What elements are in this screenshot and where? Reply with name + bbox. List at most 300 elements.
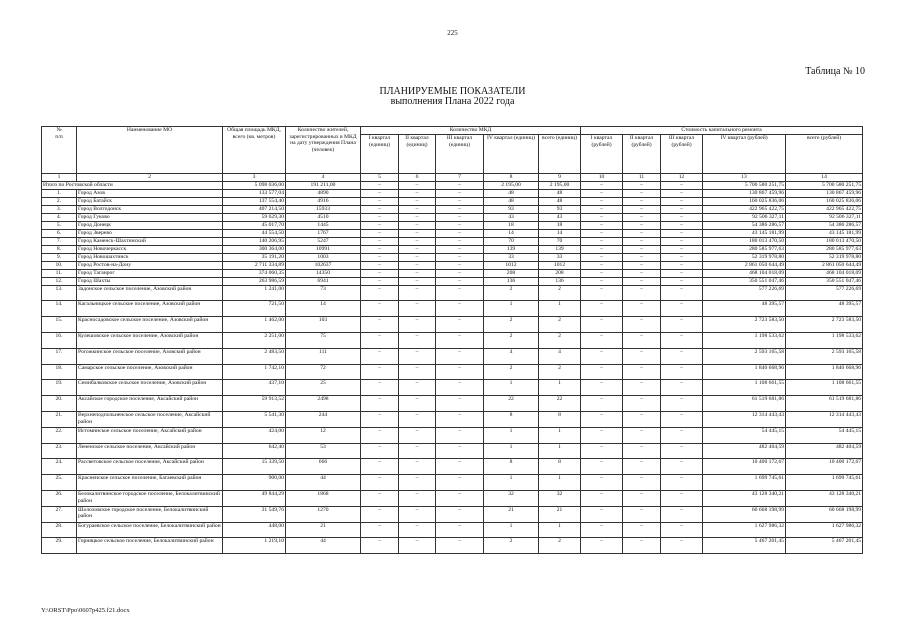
row-num: 1. [42, 189, 77, 197]
count-q1-cell: – [361, 538, 399, 554]
cost-q4-cell: 482 404,59 [703, 443, 786, 459]
count-q2-cell: – [399, 197, 436, 205]
cost-q3-cell: – [661, 411, 703, 427]
municipality-name: Задонское сельское поселение, Азовский район [77, 285, 223, 301]
count-total-cell: 4 [539, 348, 581, 364]
count-q4-cell: 21 [484, 506, 539, 522]
cost-q1-cell: – [581, 396, 623, 412]
municipality-name: Кагальницкое сельское поселение, Азовский район [77, 301, 223, 317]
table-row [42, 221, 863, 229]
count-q3-cell: – [436, 237, 484, 245]
cost-q1-cell: – [581, 253, 623, 261]
table-row [42, 205, 863, 213]
cost-total-cell: 5 467 201,45 [786, 538, 863, 554]
residents-cell: 2498 [286, 396, 361, 412]
count-q3-cell: – [436, 427, 484, 443]
count-q4-cell: 4 [484, 348, 539, 364]
count-total-cell: 48 [539, 197, 581, 205]
cost-total-cell: 60 668 198,99 [786, 506, 863, 522]
count-q4-cell: 2 [484, 285, 539, 301]
table-row [42, 459, 863, 475]
cost-q4-cell: 43 145 181,99 [703, 229, 786, 237]
count-q4-cell: 1 [484, 475, 539, 491]
cost-q2-cell: – [623, 245, 661, 253]
cost-q1-cell: – [581, 317, 623, 333]
table-row [42, 396, 863, 412]
cost-q2-cell: – [623, 427, 661, 443]
count-q2-cell: – [399, 332, 436, 348]
cost-q1-cell: – [581, 459, 623, 475]
municipality-name: Город Батайск [77, 197, 223, 205]
count-q1-cell: – [361, 245, 399, 253]
area-cell: 1 219,10 [223, 538, 286, 554]
cost-q3-cell: – [661, 348, 703, 364]
total-count-q4: 2 195,00 [484, 181, 539, 189]
area-cell: 424,00 [223, 427, 286, 443]
cost-q4-cell: 280 585 977,63 [703, 245, 786, 253]
cost-q4-cell: 160 025 836,06 [703, 197, 786, 205]
count-q4-cell: 33 [484, 253, 539, 261]
count-q2-cell: – [399, 229, 436, 237]
cost-q4-cell: 52 319 978,80 [703, 253, 786, 261]
area-cell: 49 844,29 [223, 490, 286, 506]
cost-q1-cell: – [581, 197, 623, 205]
count-q4-cell: 22 [484, 396, 539, 412]
count-q3-cell: – [436, 277, 484, 285]
row-num: 21. [42, 411, 77, 427]
count-total-cell: 32 [539, 490, 581, 506]
cost-total-cell: 130 867 459,96 [786, 189, 863, 197]
residents-cell: 1868 [286, 490, 361, 506]
cost-q3-cell: – [661, 213, 703, 221]
residents-cell: 1445 [286, 221, 361, 229]
cost-q3-cell: – [661, 301, 703, 317]
area-cell: 721,50 [223, 301, 286, 317]
residents-cell: 44 [286, 475, 361, 491]
header-cost-q1: I квартал (рублей) [581, 135, 623, 174]
count-q2-cell: – [399, 253, 436, 261]
cost-q2-cell: – [623, 522, 661, 538]
municipality-name: Город Новошахтинск [77, 253, 223, 261]
header-area: Общая площадь МКД, всего (кв. метров) [223, 127, 286, 174]
cost-q4-cell: 5 467 201,45 [703, 538, 786, 554]
column-number: 12 [661, 174, 703, 182]
count-q2-cell: – [399, 475, 436, 491]
cost-q3-cell: – [661, 197, 703, 205]
cost-total-cell: 422 965 422,75 [786, 205, 863, 213]
cost-q4-cell: 2 593 165,58 [703, 348, 786, 364]
count-q3-cell: – [436, 221, 484, 229]
count-q3-cell: – [436, 411, 484, 427]
document-title [0, 87, 905, 107]
count-q3-cell: – [436, 380, 484, 396]
cost-q3-cell: – [661, 277, 703, 285]
cost-total-cell: 160 025 836,06 [786, 197, 863, 205]
count-q2-cell: – [399, 348, 436, 364]
cost-q4-cell: 54 386 286,57 [703, 221, 786, 229]
table-row [42, 237, 863, 245]
residents-cell: 12 [286, 427, 361, 443]
header-cost-q2: II квартал (рублей) [623, 135, 661, 174]
count-total-cell: 2 [539, 332, 581, 348]
count-total-cell: 136 [539, 277, 581, 285]
cost-total-cell: 350 551 047,46 [786, 277, 863, 285]
cost-total-cell: 1 108 661,55 [786, 380, 863, 396]
count-q2-cell: – [399, 285, 436, 301]
count-total-cell: 1012 [539, 261, 581, 269]
area-cell: 133 577,04 [223, 189, 286, 197]
cost-total-cell: 2 723 583,50 [786, 317, 863, 333]
column-number: 5 [361, 174, 399, 182]
count-total-cell: 14 [539, 229, 581, 237]
row-num: 12. [42, 277, 77, 285]
count-q3-cell: – [436, 475, 484, 491]
count-q1-cell: – [361, 348, 399, 364]
cost-q2-cell: – [623, 364, 661, 380]
count-total-cell: 70 [539, 237, 581, 245]
cost-q2-cell: – [623, 317, 661, 333]
count-q4-cell: 1 [484, 522, 539, 538]
municipality-name: Шолоховское городское поселение, Белокалитвинский район [77, 506, 223, 522]
count-q4-cell: 1012 [484, 261, 539, 269]
municipality-name: Город Новочеркасск [77, 245, 223, 253]
cost-q3-cell: – [661, 269, 703, 277]
count-q1-cell: – [361, 277, 399, 285]
count-q4-cell: 136 [484, 277, 539, 285]
row-num: 13. [42, 285, 77, 301]
cost-q2-cell: – [623, 261, 661, 269]
count-total-cell: 208 [539, 269, 581, 277]
residents-cell: 103 [286, 317, 361, 333]
count-total-cell: 21 [539, 506, 581, 522]
table-row [42, 332, 863, 348]
total-area: 5 098 036,00 [223, 181, 286, 189]
count-q3-cell: – [436, 213, 484, 221]
count-total-cell: 1 [539, 522, 581, 538]
cost-q2-cell: – [623, 301, 661, 317]
count-q3-cell: – [436, 189, 484, 197]
total-row [42, 181, 863, 189]
count-total-cell: 1 [539, 380, 581, 396]
cost-total-cell: 2 861 050 644,49 [786, 261, 863, 269]
row-num: 7. [42, 237, 77, 245]
count-q4-cell: 93 [484, 205, 539, 213]
table-row [42, 213, 863, 221]
cost-q1-cell: – [581, 301, 623, 317]
row-num: 29. [42, 538, 77, 554]
residents-cell: 4916 [286, 197, 361, 205]
cost-q3-cell: – [661, 506, 703, 522]
municipality-name: Горняцкое сельское поселение, Белокалитвинский район [77, 538, 223, 554]
table-row [42, 522, 863, 538]
cost-total-cell: 61 519 681,86 [786, 396, 863, 412]
cost-q4-cell: 577 226,69 [703, 285, 786, 301]
header-residents: Количество жителей, зарегистрированных в МКД на дату утверждения Плана (человек) [286, 127, 361, 174]
total-cost-q4: 5 700 580 251,75 [703, 181, 786, 189]
count-q2-cell: – [399, 538, 436, 554]
count-q1-cell: – [361, 427, 399, 443]
row-num: 15. [42, 317, 77, 333]
cost-q2-cell: – [623, 285, 661, 301]
column-number: 7 [436, 174, 484, 182]
municipality-name: Город Таганрог [77, 269, 223, 277]
column-number: 2 [77, 174, 223, 182]
cost-q3-cell: – [661, 245, 703, 253]
row-num: 25. [42, 475, 77, 491]
cost-q2-cell: – [623, 380, 661, 396]
cost-total-cell: 43 145 181,99 [786, 229, 863, 237]
count-q3-cell: – [436, 522, 484, 538]
cost-total-cell: 2 593 165,58 [786, 348, 863, 364]
table-row [42, 285, 863, 301]
row-num: 18. [42, 364, 77, 380]
residents-cell: 21 [286, 522, 361, 538]
area-cell: 59 913,52 [223, 396, 286, 412]
count-q1-cell: – [361, 189, 399, 197]
table-row [42, 269, 863, 277]
cost-q3-cell: – [661, 490, 703, 506]
cost-total-cell: 280 585 977,63 [786, 245, 863, 253]
count-q1-cell: – [361, 490, 399, 506]
row-num: 26. [42, 490, 77, 506]
cost-q1-cell: – [581, 475, 623, 491]
cost-q4-cell: 2 723 583,50 [703, 317, 786, 333]
header-count-q3: III квартал (единиц) [436, 135, 484, 174]
count-q4-cell: 1 [484, 380, 539, 396]
count-q3-cell: – [436, 538, 484, 554]
area-cell: 15 339,50 [223, 459, 286, 475]
table-row [42, 301, 863, 317]
table-row [42, 348, 863, 364]
count-q2-cell: – [399, 364, 436, 380]
title-line-1: ПЛАНИРУЕМЫЕ ПОКАЗАТЕЛИ [379, 86, 526, 97]
cost-total-cell: 10 400 172,67 [786, 459, 863, 475]
total-cost-q3: – [661, 181, 703, 189]
residents-cell: 4510 [286, 213, 361, 221]
cost-q4-cell: 1 627 986,32 [703, 522, 786, 538]
cost-q3-cell: – [661, 285, 703, 301]
cost-total-cell: 577 226,69 [786, 285, 863, 301]
municipality-name: Красносадовское сельское поселение, Азовский район [77, 317, 223, 333]
count-q3-cell: – [436, 285, 484, 301]
cost-q1-cell: – [581, 538, 623, 554]
count-q1-cell: – [361, 221, 399, 229]
row-num: 28. [42, 522, 77, 538]
count-q4-cell: 8 [484, 459, 539, 475]
header-count-q2: II квартал (единиц) [399, 135, 436, 174]
table-row [42, 475, 863, 491]
cost-q1-cell: – [581, 229, 623, 237]
table-row [42, 380, 863, 396]
cost-q3-cell: – [661, 261, 703, 269]
count-q3-cell: – [436, 332, 484, 348]
municipality-name: Семибалковское сельское поселение, Азовский район [77, 380, 223, 396]
residents-cell: 10991 [286, 245, 361, 253]
residents-cell: 5247 [286, 237, 361, 245]
count-q4-cell: 2 [484, 317, 539, 333]
cost-total-cell: 54 445,15 [786, 427, 863, 443]
residents-cell: 1767 [286, 229, 361, 237]
table-row [42, 261, 863, 269]
count-q1-cell: – [361, 506, 399, 522]
count-total-cell: 8 [539, 411, 581, 427]
cost-q2-cell: – [623, 348, 661, 364]
cost-q1-cell: – [581, 443, 623, 459]
row-num: 19. [42, 380, 77, 396]
cost-q1-cell: – [581, 348, 623, 364]
cost-q2-cell: – [623, 237, 661, 245]
municipality-name: Город Гуково [77, 213, 223, 221]
residents-cell: 53 [286, 443, 361, 459]
cost-q2-cell: – [623, 253, 661, 261]
area-cell: 45 017,70 [223, 221, 286, 229]
table-row [42, 189, 863, 197]
cost-q1-cell: – [581, 237, 623, 245]
title-line-2: выполнения Плана 2022 года [390, 96, 515, 107]
cost-q3-cell: – [661, 443, 703, 459]
count-q3-cell: – [436, 459, 484, 475]
cost-q1-cell: – [581, 261, 623, 269]
residents-cell: 111 [286, 348, 361, 364]
count-q1-cell: – [361, 459, 399, 475]
residents-cell: 14350 [286, 269, 361, 277]
column-number: 10 [581, 174, 623, 182]
cost-q3-cell: – [661, 380, 703, 396]
cost-q3-cell: – [661, 221, 703, 229]
residents-cell: 666 [286, 459, 361, 475]
cost-q4-cell: 54 445,15 [703, 427, 786, 443]
municipality-name: Город Донецк [77, 221, 223, 229]
count-q3-cell: – [436, 364, 484, 380]
count-total-cell: 139 [539, 245, 581, 253]
cost-q1-cell: – [581, 364, 623, 380]
cost-q1-cell: – [581, 205, 623, 213]
residents-cell: 6941 [286, 277, 361, 285]
count-q2-cell: – [399, 317, 436, 333]
cost-total-cell: 43 128 340,21 [786, 490, 863, 506]
count-q2-cell: – [399, 237, 436, 245]
count-total-cell: 48 [539, 189, 581, 197]
count-q4-cell: 70 [484, 237, 539, 245]
count-total-cell: 1 [539, 475, 581, 491]
count-q4-cell: 8 [484, 411, 539, 427]
area-cell: 2 251,00 [223, 332, 286, 348]
count-total-cell: 33 [539, 253, 581, 261]
row-num: 8. [42, 245, 77, 253]
cost-q1-cell: – [581, 506, 623, 522]
residents-cell: 4890 [286, 189, 361, 197]
cost-q4-cell: 350 551 047,46 [703, 277, 786, 285]
municipality-name: Город Шахты [77, 277, 223, 285]
cost-q2-cell: – [623, 459, 661, 475]
municipality-name: Самарское сельское поселение, Азовский район [77, 364, 223, 380]
table-row [42, 229, 863, 237]
municipality-name: Аксайское городское поселение, Аксайский район [77, 396, 223, 412]
count-q1-cell: – [361, 197, 399, 205]
cost-q3-cell: – [661, 189, 703, 197]
cost-q1-cell: – [581, 332, 623, 348]
header-cost-group: Стоимость капитального ремонта [581, 127, 863, 135]
count-q3-cell: – [436, 301, 484, 317]
header-count-q1: I квартал (единиц) [361, 135, 399, 174]
header-count-group: Количество МКД [361, 127, 581, 135]
total-count-q1: – [361, 181, 399, 189]
cost-q4-cell: 48 395,57 [703, 301, 786, 317]
row-num: 9. [42, 253, 77, 261]
count-q3-cell: – [436, 269, 484, 277]
header-count-total: всего (единиц) [539, 135, 581, 174]
count-q2-cell: – [399, 411, 436, 427]
residents-cell: 1270 [286, 506, 361, 522]
count-q2-cell: – [399, 245, 436, 253]
area-cell: 1 241,00 [223, 285, 286, 301]
cost-q2-cell: – [623, 475, 661, 491]
count-q1-cell: – [361, 285, 399, 301]
header-num: № п/п [42, 127, 77, 174]
count-q4-cell: 208 [484, 269, 539, 277]
total-cost-q1: – [581, 181, 623, 189]
residents-cell: 102637 [286, 261, 361, 269]
cost-q3-cell: – [661, 459, 703, 475]
cost-q1-cell: – [581, 277, 623, 285]
count-q3-cell: – [436, 443, 484, 459]
cost-q3-cell: – [661, 364, 703, 380]
cost-q4-cell: 1 699 745,61 [703, 475, 786, 491]
column-number: 3 [223, 174, 286, 182]
cost-total-cell: 54 386 286,57 [786, 221, 863, 229]
cost-q1-cell: – [581, 285, 623, 301]
cost-total-cell: 48 395,57 [786, 301, 863, 317]
table-body [42, 174, 863, 554]
table-row [42, 490, 863, 506]
count-q1-cell: – [361, 380, 399, 396]
row-num: 20. [42, 396, 77, 412]
count-total-cell: 2 [539, 538, 581, 554]
municipality-name: Богураевское сельское поселение, Белокалитвинский район [77, 522, 223, 538]
cost-q2-cell: – [623, 396, 661, 412]
row-num: 14. [42, 301, 77, 317]
area-cell: 44 554,50 [223, 229, 286, 237]
count-q1-cell: – [361, 522, 399, 538]
count-q2-cell: – [399, 205, 436, 213]
count-q2-cell: – [399, 396, 436, 412]
cost-q3-cell: – [661, 396, 703, 412]
row-num: 2. [42, 197, 77, 205]
cost-q1-cell: – [581, 490, 623, 506]
column-number: 4 [286, 174, 361, 182]
count-q2-cell: – [399, 213, 436, 221]
cost-total-cell: 1 198 533,62 [786, 332, 863, 348]
row-num: 6. [42, 229, 77, 237]
table-row [42, 411, 863, 427]
total-residents: 191 211,00 [286, 181, 361, 189]
header-cost-q4: IV квартал (рублей) [703, 135, 786, 174]
count-total-cell: 1 [539, 443, 581, 459]
cost-q2-cell: – [623, 269, 661, 277]
count-q1-cell: – [361, 411, 399, 427]
count-q2-cell: – [399, 189, 436, 197]
residents-cell: 73 [286, 285, 361, 301]
municipality-name: Лененское сельское поселение, Аксайский район [77, 443, 223, 459]
residents-cell: 1003 [286, 253, 361, 261]
area-cell: 374 060,35 [223, 269, 286, 277]
count-q4-cell: 1 [484, 427, 539, 443]
cost-q1-cell: – [581, 269, 623, 277]
table-row [42, 506, 863, 522]
residents-cell: 15933 [286, 205, 361, 213]
cost-total-cell: 1 699 745,61 [786, 475, 863, 491]
cost-q4-cell: 43 128 340,21 [703, 490, 786, 506]
